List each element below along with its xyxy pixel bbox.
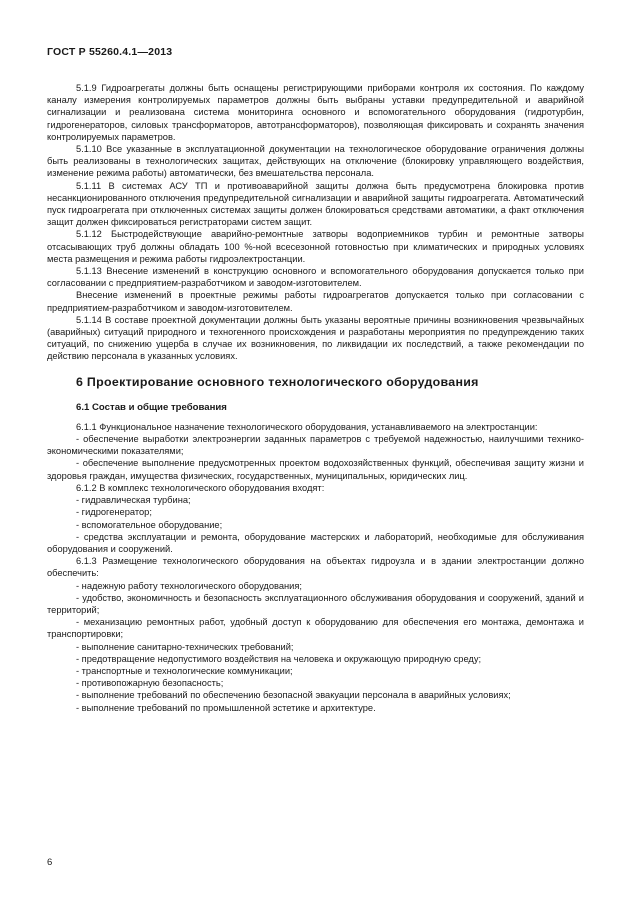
section-heading: 6 Проектирование основного технологического оборудования — [76, 374, 479, 389]
list-item: - гидрогенератор; — [76, 507, 152, 518]
paragraph: 5.1.12 Быстродействующие аварийно-ремонтные затворы водоприемников турбин и ремонтные затворы отсасывающих труб должны обладать 100 %-ной всесезонной готовностью при климатических и природных условиях места размещения и режима работы гидроэлектростанции. — [47, 229, 584, 264]
list-item: - обеспечение выработки электроэнергии заданных параметров с требуемой надежностью, наилучшими технико-экономическими показателями; — [47, 434, 584, 457]
paragraph: 5.1.11 В системах АСУ ТП и противоаварийной защиты должна быть предусмотрена блокировка против несанкционированного отключения предупредительной сигнализации и аварийной защиты гидроагрегата. Автоматический пуск гидроагрегата при отключенных системах защиты должен блокироваться средствами автоматики, а факт отключения защит должен фиксироваться регистраторами систем защит. — [47, 180, 584, 228]
document-header: ГОСТ Р 55260.4.1—2013 — [47, 46, 173, 58]
paragraph: Внесение изменений в проектные режимы работы гидроагрегатов допускается только при согласовании с предприятием-разработчиком и заводом-изготовителем. — [47, 290, 584, 313]
list-item: - транспортные и технологические коммуникации; — [76, 665, 293, 676]
list-item: - надежную работу технологического оборудования; — [76, 580, 302, 591]
list-item: - обеспечение выполнение предусмотренных проектом водохозяйственных функций, обеспечивая защиту жизни и здоровья граждан, имущества физических, государственных, муниципальных, юридических лиц. — [47, 458, 584, 481]
list-item: - гидравлическая турбина; — [76, 495, 191, 506]
page-number: 6 — [47, 857, 53, 868]
spacer — [47, 390, 584, 402]
spacer — [47, 414, 584, 421]
list-item: - выполнение санитарно-технических требований; — [76, 641, 294, 652]
paragraph: 6.1.2 В комплекс технологического оборудования входят: — [76, 482, 325, 493]
spacer — [47, 363, 584, 375]
list-item: - вспомогательное оборудование; — [76, 519, 223, 530]
list-item: - выполнение требований по промышленной эстетике и архитектуре. — [76, 702, 376, 713]
subsection-heading: 6.1 Состав и общие требования — [76, 401, 227, 413]
page-body — [47, 82, 584, 714]
paragraph: 5.1.9 Гидроагрегаты должны быть оснащены регистрирующими приборами контроля их состояния. По каждому каналу измерения контролируемых параметров должны быть выбраны уставки предупредительной и аварийной сигнализации и реализована система мониторинга основного и вспомогательного оборудования (гидротурбин, гидрогенераторов, силовых трансформаторов, автотрансформаторов), позволяющая фиксировать и сохранять значения контролируемых параметров. — [47, 83, 584, 142]
paragraph: 6.1.1 Функциональное назначение технологического оборудования, устанавливаемого на электростанции: — [76, 421, 538, 432]
list-item: - противопожарную безопасность; — [76, 678, 224, 689]
paragraph: 5.1.10 Все указанные в эксплуатационной документации на технологическое оборудование ограничения должны быть реализованы в технологических защитах, действующих на отключение (блокировку управляющего воздействия, изменение режима работы) автоматически, без вмешательства персонала. — [47, 144, 584, 179]
paragraph: 5.1.14 В составе проектной документации должны быть указаны вероятные причины возникновения чрезвычайных (аварийных) ситуаций природного и техногенного происхождения и разработаны мероприятия по предупреждению таких ситуаций, по снижению ущерба в случае их возникновения, по ликвидации их последствий, а также рекомендации по действию персонала в указанных условиях. — [47, 314, 584, 362]
paragraph: 6.1.3 Размещение технологического оборудования на объектах гидроузла и в здании электростанции должно обеспечить: — [47, 556, 584, 579]
list-item: - средства эксплуатации и ремонта, оборудование мастерских и лабораторий, необходимые для обслуживания оборудования и сооружений. — [47, 531, 584, 554]
list-item: - удобство, экономичность и безопасность эксплуатационного обслуживания оборудования и сооружений, зданий и территорий; — [47, 592, 584, 615]
list-item: - предотвращение недопустимого воздействия на человека и окружающую природную среду; — [76, 653, 482, 664]
list-item: - выполнение требований по обеспечению безопасной эвакуации персонала в аварийных условиях; — [76, 690, 511, 701]
list-item: - механизацию ремонтных работ, удобный доступ к оборудованию для обеспечения его монтажа, демонтажа и транспортировки; — [47, 617, 584, 640]
paragraph: 5.1.13 Внесение изменений в конструкцию основного и вспомогательного оборудования допускается только при согласовании с предприятием-разработчиком и заводом-изготовителем. — [47, 266, 584, 289]
